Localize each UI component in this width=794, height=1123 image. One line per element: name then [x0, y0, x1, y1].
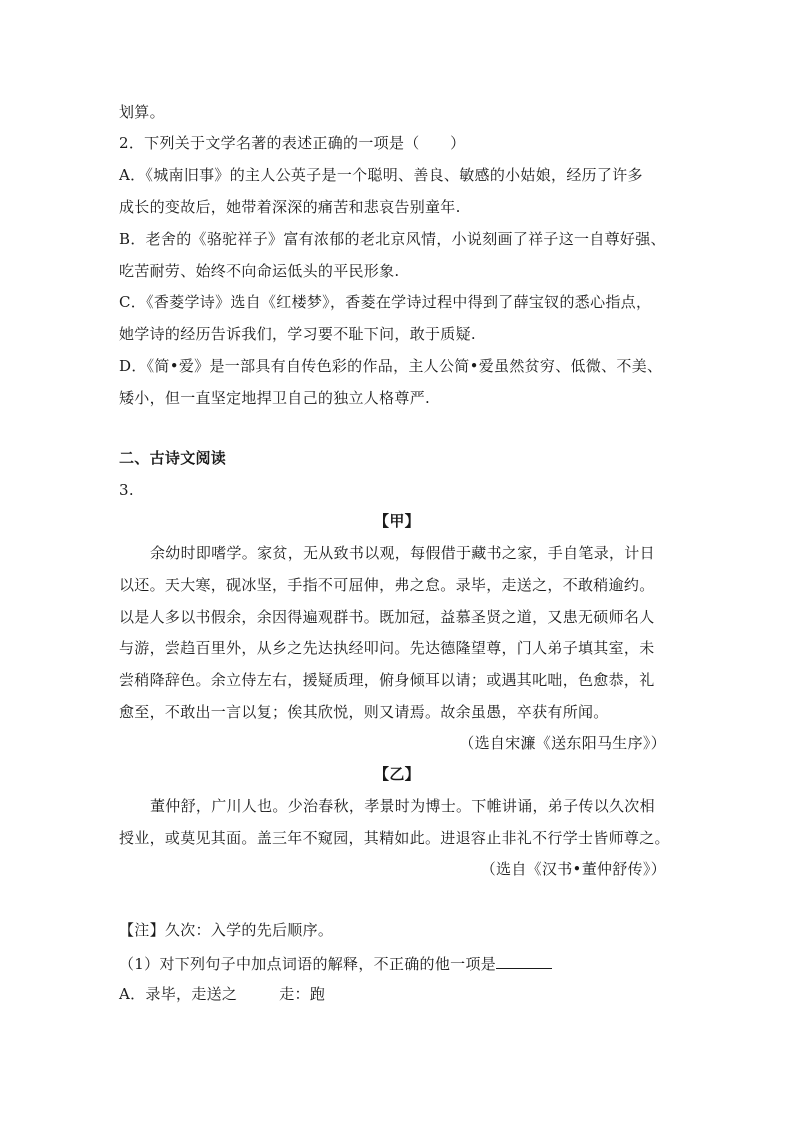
option-a-gloss: 走：跑 [279, 985, 326, 1003]
passage-yi-line: 授业，或莫见其面。盖三年不窥园，其精如此。进退容止非礼不行学士皆师尊之。 [119, 829, 670, 847]
continuation-text: 划算。 [119, 103, 165, 121]
passage-yi-line: 董仲舒，广川人也。少治春秋，孝景时为博士。下帷讲诵，弟子传以久次相 [150, 797, 655, 815]
sub-question-option-a [119, 984, 325, 1004]
section-heading: 二、古诗文阅读 [119, 449, 227, 467]
passage-yi-title: 【乙】 [374, 765, 420, 783]
passage-jia-line: 愈至，不敢出一言以复；俟其欣悦，则又请焉。故余虽愚，卒获有所闻。 [119, 703, 609, 721]
option-b-line1: B．老舍的《骆驼祥子》富有浓郁的老北京风情，小说刻画了祥子这一自尊好强、 [119, 230, 666, 248]
passage-jia-line: 与游，尝趋百里外，从乡之先达执经叩问。先达德隆望尊，门人弟子填其室，未 [119, 639, 655, 657]
question-2-stem: 2．下列关于文学名著的表述正确的一项是（ ） [119, 134, 466, 152]
annotation-note: 【注】久次：入学的先后顺序。 [119, 921, 334, 939]
question-3-number: 3. [119, 481, 134, 499]
passage-yi-source: （选自《汉书•董仲舒传》） [480, 860, 666, 878]
answer-blank [496, 952, 552, 969]
option-a-line2: 成长的变故后，她带着深深的痛苦和悲哀告别童年. [119, 198, 461, 216]
option-b-line2: 吃苦耐劳、始终不向命运低头的平民形象. [119, 262, 400, 280]
sub-question-1-stem [119, 952, 552, 974]
passage-jia-title: 【甲】 [374, 512, 420, 530]
option-d-line2: 矮小，但一直坚定地捍卫自己的独立人格尊严. [119, 389, 431, 407]
passage-jia-line: 以是人多以书假余，余因得遍观群书。既加冠，益慕圣贤之道，又患无硕师名人 [119, 608, 655, 626]
passage-jia-source: （选自宋濂《送东阳马生序》） [459, 734, 666, 752]
option-d-line1: D．《简•爱》是一部具有自传色彩的作品，主人公简•爱虽然贫穷、低微、不美、 [119, 357, 663, 375]
option-c-line2: 她学诗的经历告诉我们，学习要不耻下问，敢于质疑. [119, 325, 476, 343]
option-a-sentence: A．录毕，走送之 [119, 985, 238, 1003]
passage-jia-line: 以还。天大寒，砚冰坚，手指不可屈伸，弗之怠。录毕，走送之，不敢稍逾约。 [119, 576, 655, 594]
sub-question-1-text: （1）对下列句子中加点词语的解释，不正确的他一项是 [119, 955, 497, 973]
passage-jia-line: 余幼时即嗜学。家贫，无从致书以观，每假借于藏书之家，手自笔录，计日 [150, 544, 655, 562]
passage-jia-line: 尝稍降辞色。余立侍左右，援疑质理，俯身倾耳以请；或遇其叱咄，色愈恭，礼 [119, 671, 655, 689]
option-c-line1: C．《香菱学诗》选自《红楼梦》，香菱在学诗过程中得到了薛宝钗的悉心指点， [119, 293, 652, 311]
option-a-line1: A．《城南旧事》的主人公英子是一个聪明、善良、敏感的小姑娘，经历了许多 [119, 166, 643, 184]
